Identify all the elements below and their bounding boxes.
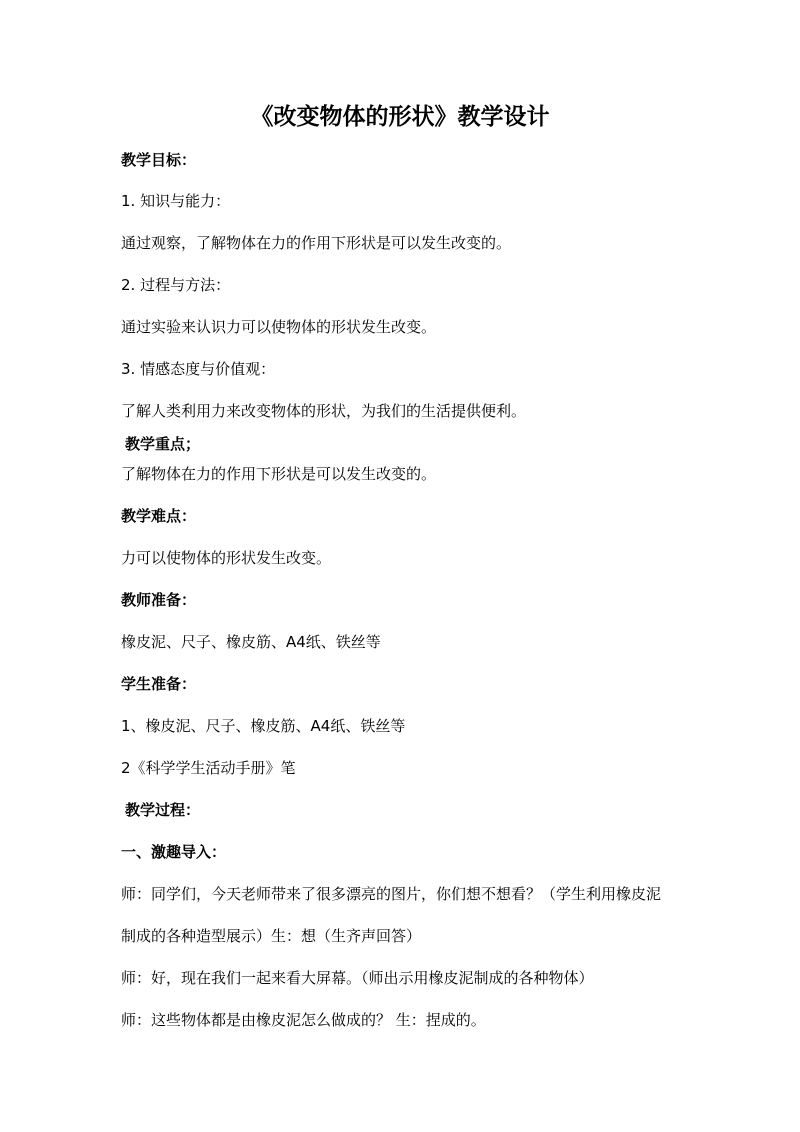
heading-teacher-prep: 教师准备： <box>121 591 197 609</box>
objective-1-text: 通过观察，了解物体在力的作用下形状是可以发生改变的。 <box>121 234 512 252</box>
heading-teaching-objectives: 教学目标： <box>121 151 197 169</box>
student-prep-item-1: 1、橡皮泥、尺子、橡皮筋、A4纸、铁丝等 <box>121 717 406 735</box>
dialogue-line-2: 制成的各种造型展示）生：想（生齐声回答） <box>121 927 422 945</box>
section-1-heading: 一、激趣导入： <box>121 843 227 861</box>
objective-1-heading: 1. 知识与能力： <box>121 192 231 210</box>
dialogue-line-3: 师：好，现在我们一起来看大屏幕。（师出示用橡皮泥制成的各种物体） <box>121 969 594 987</box>
difficulties-text: 力可以使物体的形状发生改变。 <box>121 549 332 567</box>
heading-teaching-process: 教学过程： <box>125 801 201 819</box>
heading-student-prep: 学生准备： <box>121 675 197 693</box>
key-points-text: 了解物体在力的作用下形状是可以发生改变的。 <box>121 465 437 483</box>
document-title: 《改变物体的形状》教学设计 <box>250 104 550 130</box>
student-prep-item-2: 2《科学学生活动手册》笔 <box>121 759 296 777</box>
objective-2-text: 通过实验来认识力可以使物体的形状发生改变。 <box>121 318 437 336</box>
objective-3-heading: 3. 情感态度与价值观： <box>121 360 276 378</box>
objective-3-text: 了解人类利用力来改变物体的形状，为我们的生活提供便利。 <box>121 402 527 420</box>
objective-2-heading: 2. 过程与方法： <box>121 276 231 294</box>
heading-key-points: 教学重点； <box>125 435 201 453</box>
dialogue-line-4: 师：这些物体都是由橡皮泥怎么做成的？ 生：捏成的。 <box>121 1011 486 1029</box>
heading-difficulties: 教学难点： <box>121 507 197 525</box>
dialogue-line-1: 师：同学们，今天老师带来了很多漂亮的图片，你们想不想看？（学生利用橡皮泥 <box>121 885 662 903</box>
teacher-prep-text: 橡皮泥、尺子、橡皮筋、A4纸、铁丝等 <box>121 633 381 651</box>
